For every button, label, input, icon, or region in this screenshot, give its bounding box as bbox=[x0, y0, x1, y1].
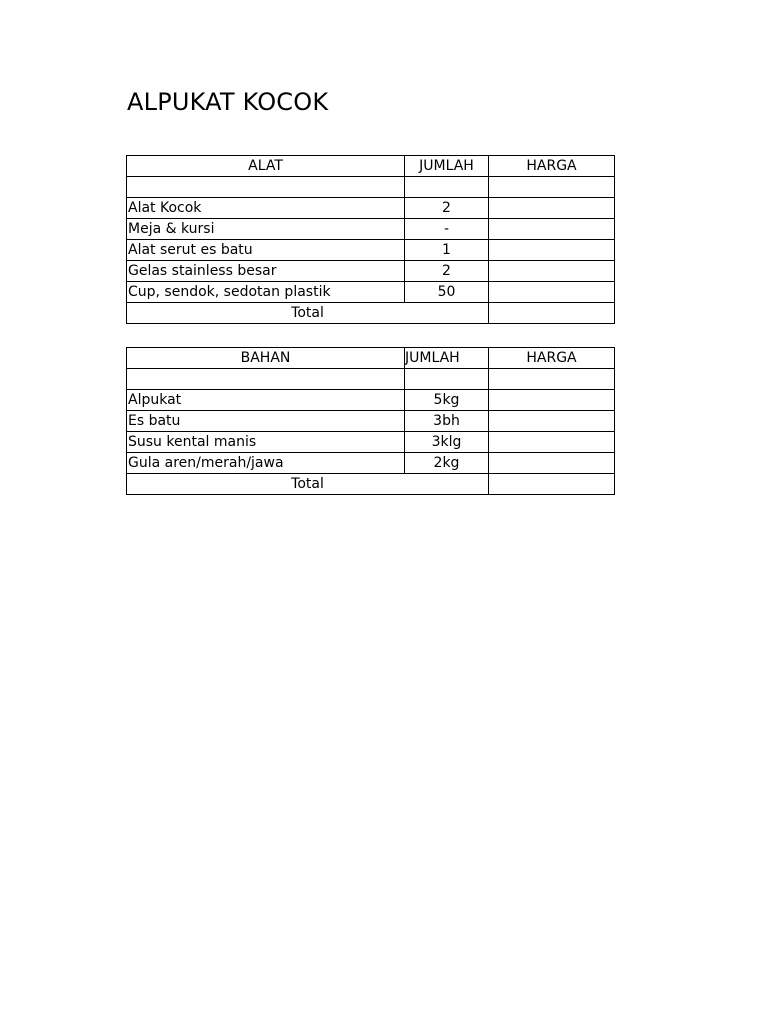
jumlah-cell: 2 bbox=[405, 261, 489, 282]
total-row bbox=[127, 474, 615, 495]
jumlah-cell: 1 bbox=[405, 240, 489, 261]
harga-cell bbox=[489, 177, 615, 198]
alat-table bbox=[126, 155, 615, 324]
table-header-row bbox=[127, 348, 615, 369]
item-cell: Gelas stainless besar bbox=[127, 261, 405, 282]
jumlah-cell: 5kg bbox=[405, 390, 489, 411]
table-row bbox=[127, 432, 615, 453]
item-cell: Gula aren/merah/jawa bbox=[127, 453, 405, 474]
document-title: ALPUKAT KOCOK bbox=[127, 88, 329, 116]
header-harga: HARGA bbox=[489, 348, 615, 369]
table-row bbox=[127, 453, 615, 474]
harga-cell bbox=[489, 453, 615, 474]
item-cell: Susu kental manis bbox=[127, 432, 405, 453]
item-cell: Cup, sendok, sedotan plastik bbox=[127, 282, 405, 303]
table-row bbox=[127, 282, 615, 303]
harga-cell bbox=[489, 282, 615, 303]
harga-cell bbox=[489, 390, 615, 411]
header-bahan: BAHAN bbox=[127, 348, 405, 369]
harga-cell bbox=[489, 219, 615, 240]
harga-cell bbox=[489, 240, 615, 261]
header-jumlah: JUMLAH bbox=[405, 348, 489, 369]
table-row bbox=[127, 177, 615, 198]
total-label: Total bbox=[127, 303, 489, 324]
jumlah-cell: 50 bbox=[405, 282, 489, 303]
jumlah-cell bbox=[405, 177, 489, 198]
item-cell: Alpukat bbox=[127, 390, 405, 411]
table-row bbox=[127, 261, 615, 282]
harga-cell bbox=[489, 369, 615, 390]
item-cell: Es batu bbox=[127, 411, 405, 432]
jumlah-cell: - bbox=[405, 219, 489, 240]
header-harga: HARGA bbox=[489, 156, 615, 177]
jumlah-cell: 2 bbox=[405, 198, 489, 219]
total-row bbox=[127, 303, 615, 324]
total-value bbox=[489, 303, 615, 324]
item-cell: Meja & kursi bbox=[127, 219, 405, 240]
harga-cell bbox=[489, 261, 615, 282]
total-label: Total bbox=[127, 474, 489, 495]
table-row bbox=[127, 219, 615, 240]
table-row bbox=[127, 369, 615, 390]
item-cell: Alat serut es batu bbox=[127, 240, 405, 261]
table-row bbox=[127, 390, 615, 411]
total-value bbox=[489, 474, 615, 495]
jumlah-cell bbox=[405, 369, 489, 390]
harga-cell bbox=[489, 198, 615, 219]
jumlah-cell: 3klg bbox=[405, 432, 489, 453]
table-row bbox=[127, 198, 615, 219]
jumlah-cell: 3bh bbox=[405, 411, 489, 432]
item-cell bbox=[127, 177, 405, 198]
bahan-table bbox=[126, 347, 615, 495]
harga-cell bbox=[489, 432, 615, 453]
item-cell: Alat Kocok bbox=[127, 198, 405, 219]
harga-cell bbox=[489, 411, 615, 432]
jumlah-cell: 2kg bbox=[405, 453, 489, 474]
header-alat: ALAT bbox=[127, 156, 405, 177]
table-header-row bbox=[127, 156, 615, 177]
table-row bbox=[127, 411, 615, 432]
item-cell bbox=[127, 369, 405, 390]
table-row bbox=[127, 240, 615, 261]
header-jumlah: JUMLAH bbox=[405, 156, 489, 177]
